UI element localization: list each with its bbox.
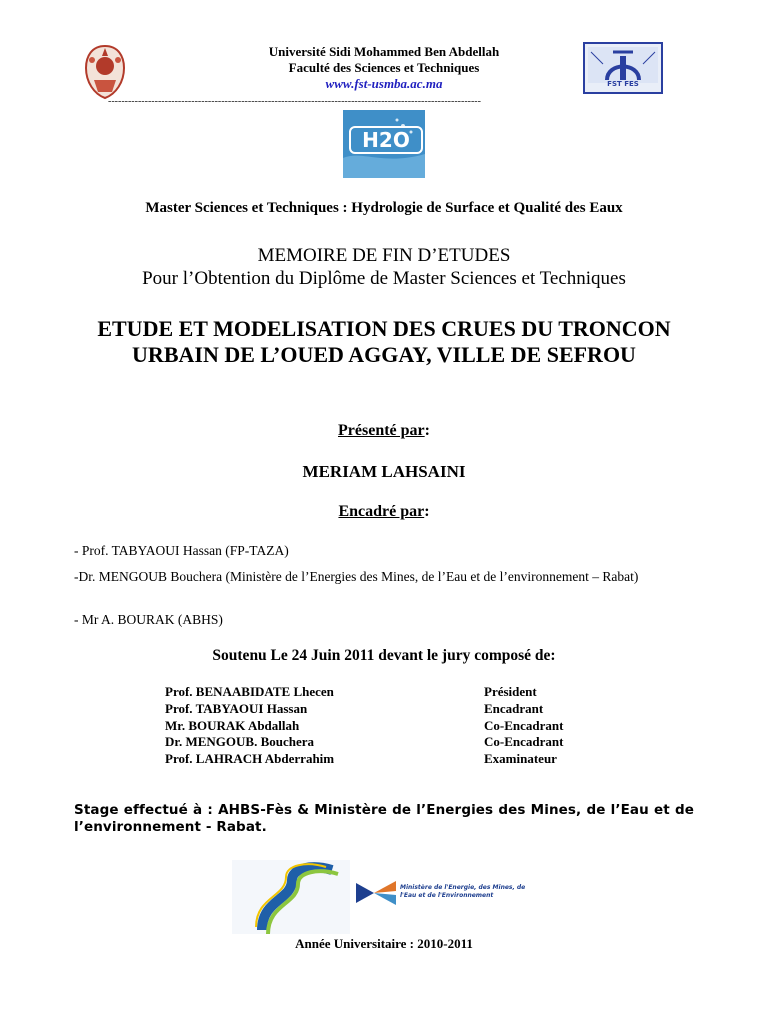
jury-row — [165, 718, 563, 735]
memoire-title: MEMOIRE DE FIN D’ETUDES — [257, 245, 511, 266]
supervisor-item: -Dr. MENGOUB Bouchera (Ministère de l’Energies des Mines, de l’Eau et de l’environnement – Rabat) — [74, 569, 639, 584]
jury-row — [165, 701, 563, 718]
supervised-by-label: Encadré par — [338, 503, 425, 520]
presented-by — [0, 422, 768, 440]
author-name: MERIAM LAHSAINI — [302, 462, 466, 481]
supervised-by — [0, 503, 768, 521]
h2o-label: H2O — [349, 126, 423, 154]
thesis-title: ETUDE ET MODELISATION DES CRUES DU TRONCON URBAIN DE L’OUED AGGAY, VILLE DE SEFROU — [97, 316, 671, 367]
memoire-subtitle: Pour l’Obtention du Diplôme de Master Sciences et Techniques — [142, 268, 626, 289]
jury-name: Mr. BOURAK Abdallah — [165, 717, 300, 733]
jury-name: Prof. TABYAOUI Hassan — [165, 700, 308, 716]
jury-role: Président — [484, 684, 537, 699]
jury-row — [165, 734, 563, 751]
university-name: Université Sidi Mohammed Ben Abdellah — [268, 44, 500, 59]
jury-row — [165, 751, 563, 768]
ministry-label: Ministère de l'Energie, des Mines, de l'Eau et de l'Environnement — [400, 884, 526, 899]
abhs-logo — [232, 860, 350, 934]
fst-fes-logo — [583, 42, 663, 94]
jury-role: Co-Encadrant — [484, 717, 564, 733]
supervised-by-colon: : — [424, 503, 430, 520]
ministry-logo — [354, 879, 534, 909]
fst-fes-label: FST FES — [607, 80, 639, 88]
jury-name: Dr. MENGOUB. Bouchera — [165, 734, 315, 750]
jury-name: Prof. LAHRACH Abderrahim — [165, 751, 335, 767]
presented-by-colon: : — [424, 422, 430, 439]
academic-year: Année Universitaire : 2010-2011 — [295, 936, 473, 951]
jury-role: Encadrant — [484, 700, 544, 716]
jury-role: Examinateur — [484, 751, 557, 767]
faculty-name: Faculté des Sciences et Techniques — [288, 60, 480, 75]
website-link[interactable]: www.fst-usmba.ac.ma — [325, 76, 443, 91]
header-separator: ---------------------------------------------------------------------------------------------------------------- — [108, 96, 481, 107]
master-program: Master Sciences et Techniques : Hydrologie de Surface et Qualité des Eaux — [145, 200, 623, 216]
jury-name: Prof. BENAABIDATE Lhecen — [165, 684, 334, 699]
h2o-logo — [343, 110, 425, 178]
supervisor-item: - Prof. TABYAOUI Hassan (FP-TAZA) — [74, 543, 289, 558]
supervisor-item: - Mr A. BOURAK (ABHS) — [74, 612, 223, 627]
jury-row — [165, 684, 563, 701]
jury-role: Co-Encadrant — [484, 734, 564, 750]
defense-statement: Soutenu Le 24 Juin 2011 devant le jury composé de: — [212, 647, 556, 664]
presented-by-label: Présenté par — [338, 422, 425, 439]
internship-statement: Stage effectué à : AHBS-Fès & Ministère de l’Energies des Mines, de l’Eau et de l’environnement - Rabat. — [74, 802, 694, 835]
jury-list — [165, 684, 563, 768]
